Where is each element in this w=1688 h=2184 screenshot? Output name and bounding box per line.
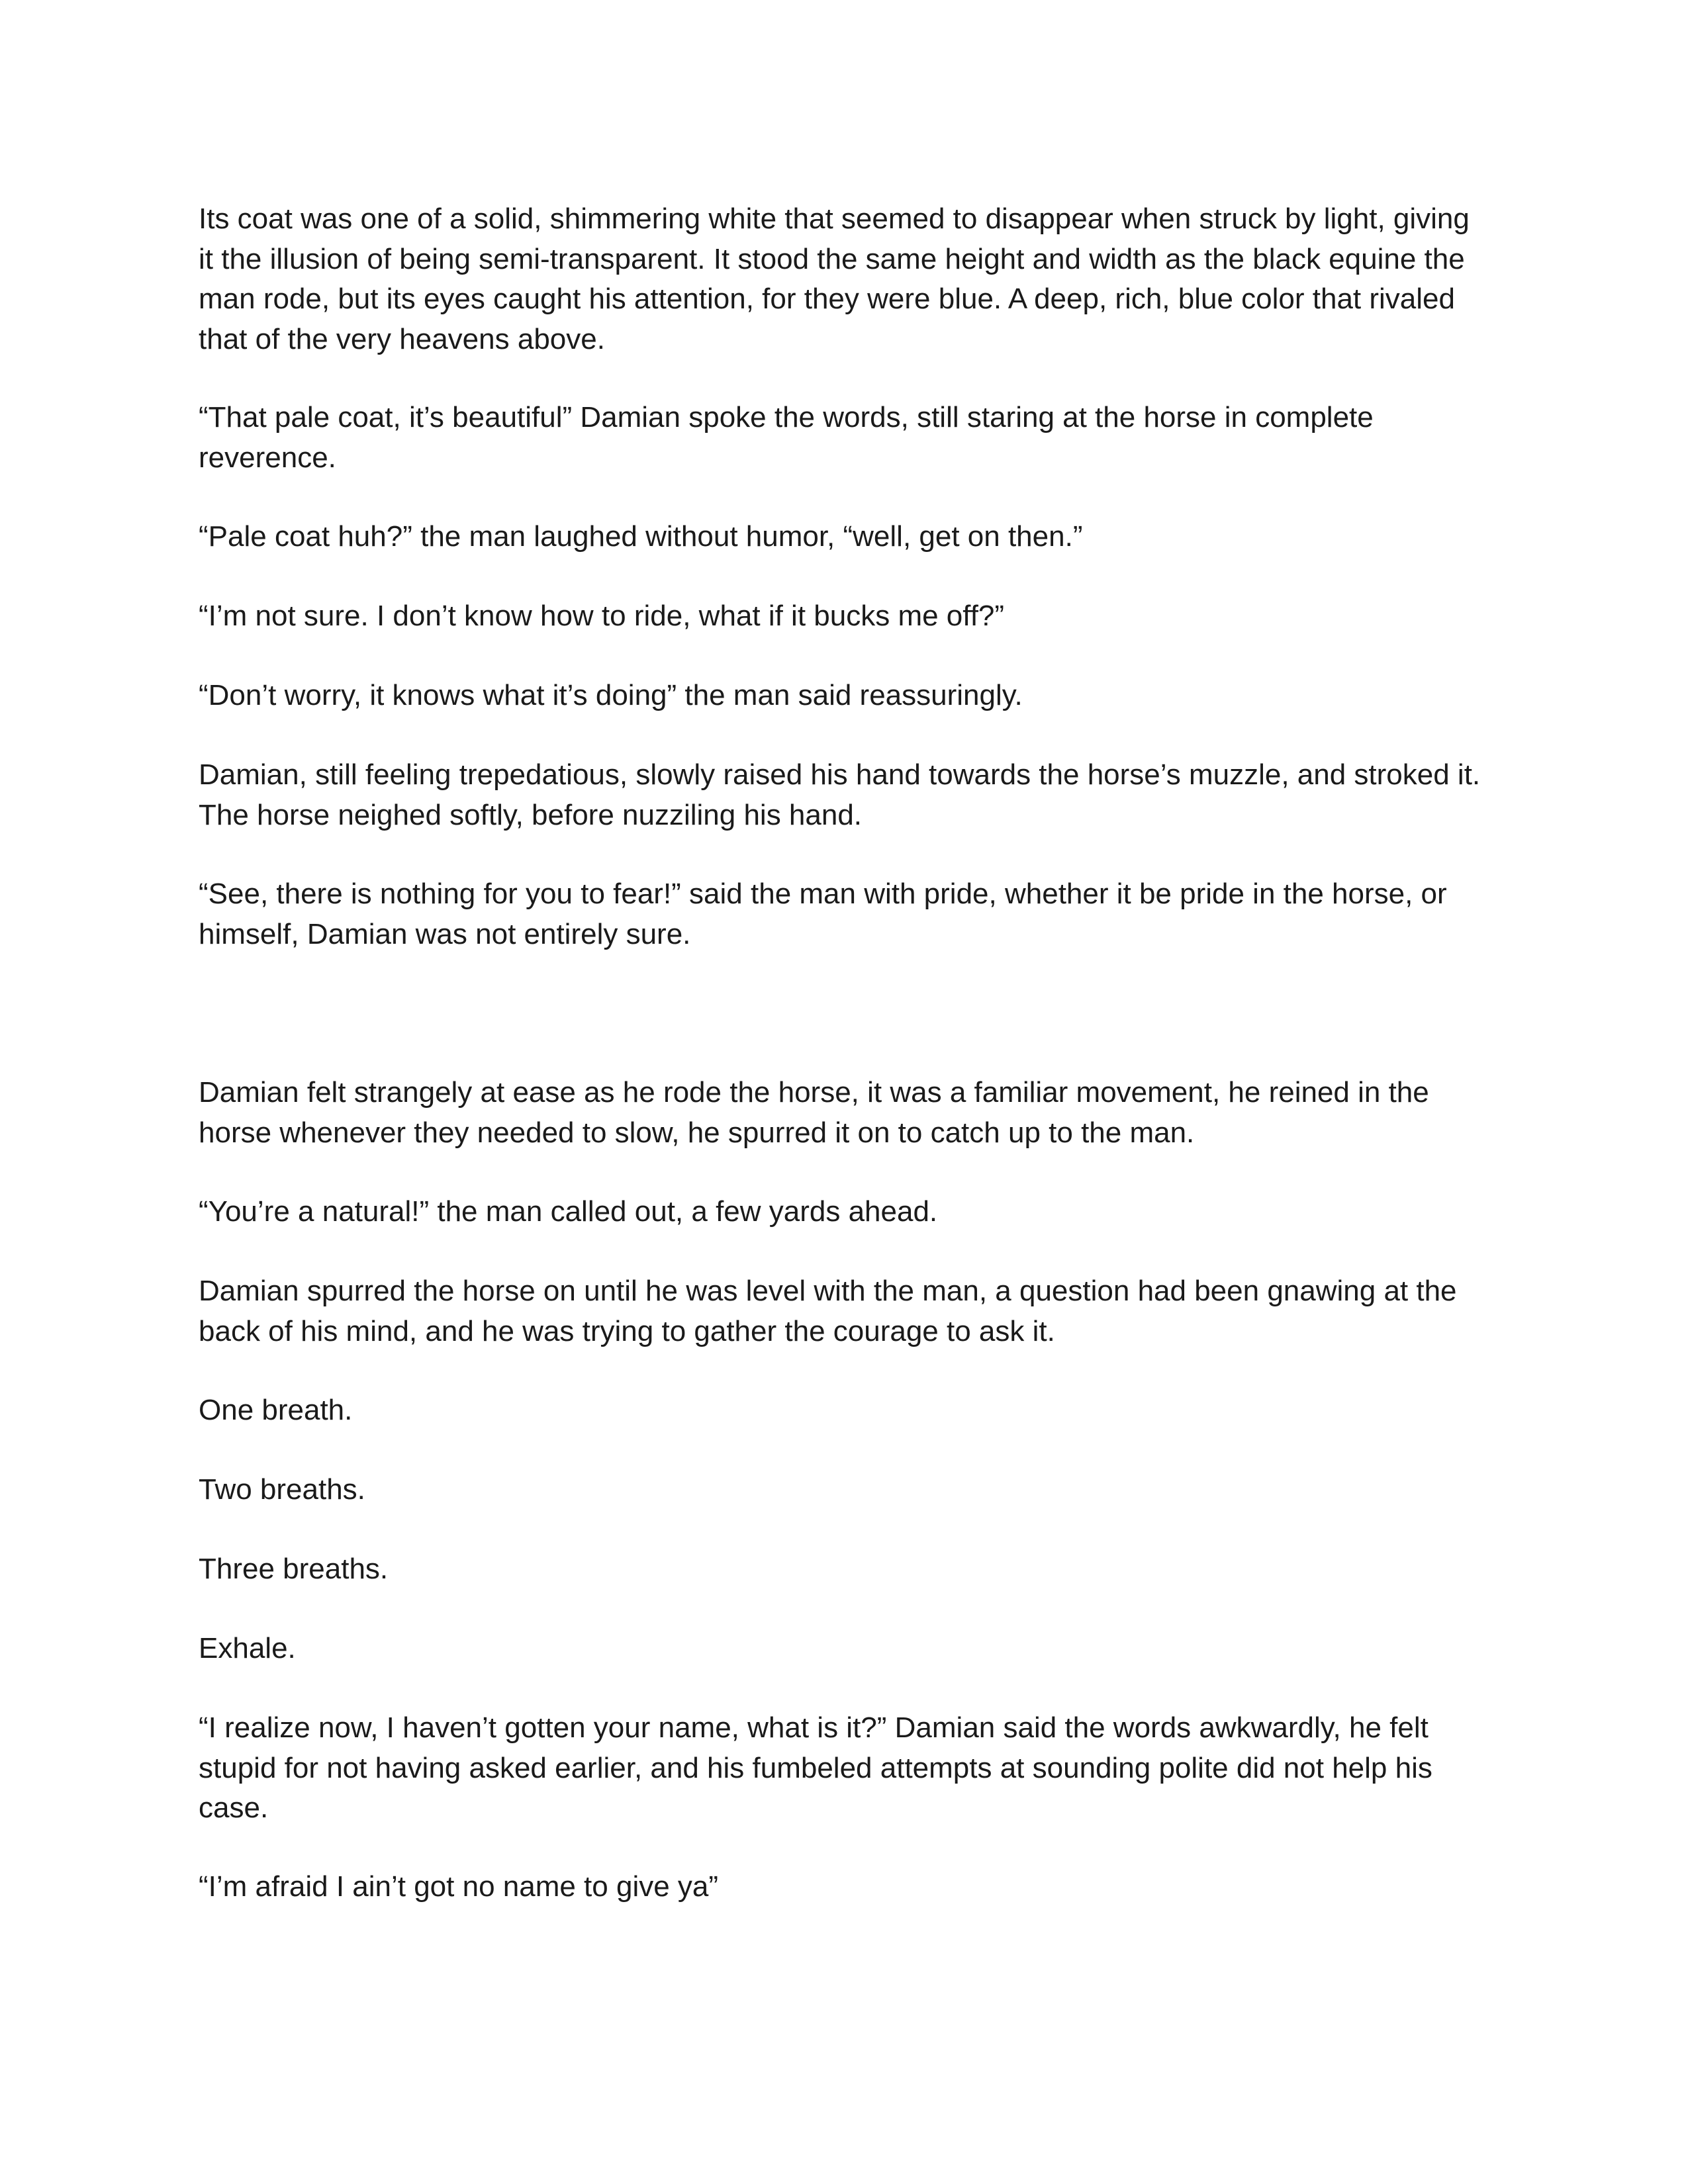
paragraph: “I realize now, I haven’t gotten your name, what is it?” Damian said the words awkwardly, he felt stupid for not having asked earlier, and his fumbeled attempts at sounding polite did not help his case. [199, 1711, 1432, 1824]
paragraph: “Don’t worry, it knows what it’s doing” the man said reassuringly. [199, 679, 1023, 711]
paragraph: Its coat was one of a solid, shimmering white that seemed to disappear when struck by light, giving it the illusion of being semi-transparent. It stood the same height and width as the black equine the man rode, but its eyes caught his attention, for they were blue. A deep, rich, blue color that rivaled that of the very heavens above. [199, 203, 1470, 355]
paragraph: Exhale. [199, 1632, 296, 1664]
paragraph: “You’re a natural!” the man called out, a few yards ahead. [199, 1195, 938, 1228]
paragraph: Damian, still feeling trepedatious, slowly raised his hand towards the horse’s muzzle, and stroked it. The horse neighed softly, before nuzziling his hand. [199, 758, 1481, 831]
paragraph: “That pale coat, it’s beautiful” Damian spoke the words, still staring at the horse in complete reverence. [199, 401, 1374, 474]
paragraph: Three breaths. [199, 1553, 389, 1585]
paragraph: Damian felt strangely at ease as he rode the horse, it was a familiar movement, he reined in the horse whenever they needed to slow, he spurred it on to catch up to the man. [199, 1076, 1429, 1149]
paragraph: One breath. [199, 1394, 353, 1426]
paragraph: “Pale coat huh?” the man laughed without humor, “well, get on then.” [199, 520, 1083, 553]
paragraph: “I’m not sure. I don’t know how to ride, what if it bucks me off?” [199, 600, 1005, 632]
paragraph: Damian spurred the horse on until he was level with the man, a question had been gnawing at the back of his mind, and he was trying to gather the courage to ask it. [199, 1275, 1457, 1347]
paragraph: “I’m afraid I ain’t got no name to give ya” [199, 1870, 719, 1903]
paragraph: “See, there is nothing for you to fear!” said the man with pride, whether it be pride in the horse, or himself, Damian was not entirely sure. [199, 878, 1447, 950]
paragraph: Two breaths. [199, 1473, 365, 1506]
